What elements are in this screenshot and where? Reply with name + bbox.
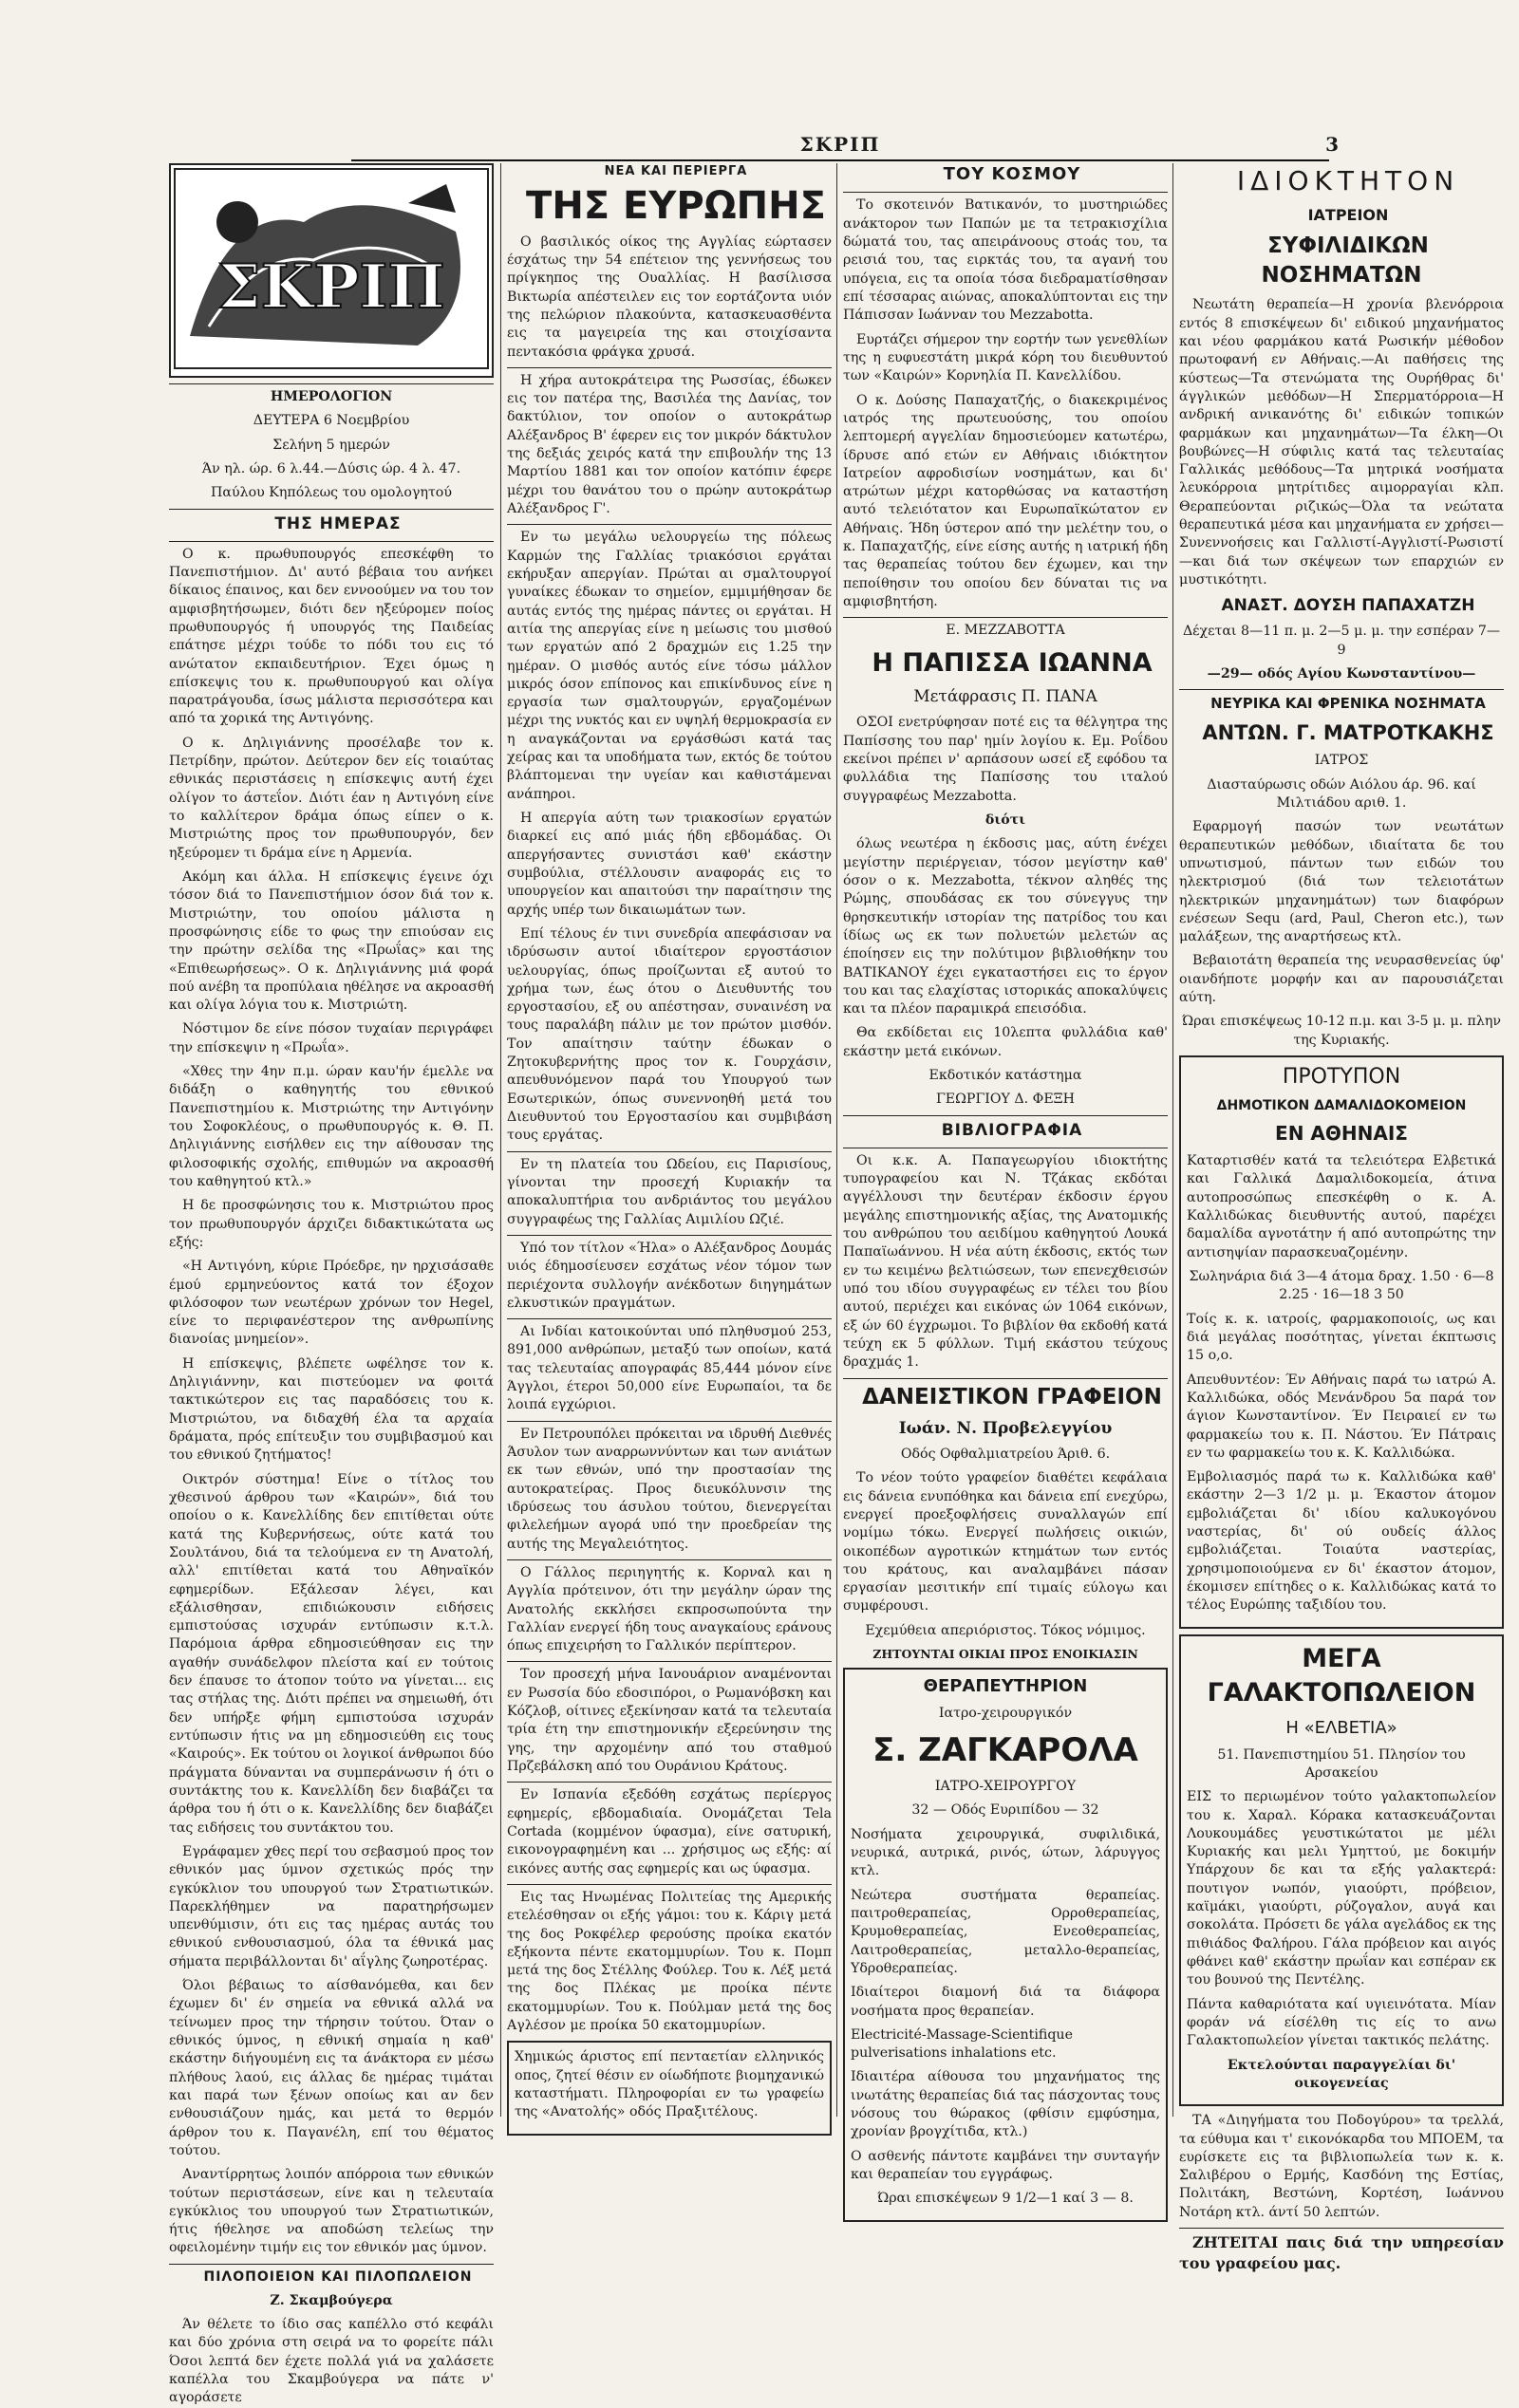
column-rule <box>1172 163 1173 2117</box>
paragraph: Πάντα καθαριότατα καί υγιεινότατα. Μίαν φοράν νά είσέλθη τις είς το ανω Γαλακτοπωλείον γίνεται τακτικός πελάτης. <box>1187 1996 1496 2049</box>
vaccine-ad <box>1179 1055 1504 1629</box>
ad-emphasis: διότι <box>985 812 1026 829</box>
paragraph: Electricité-Massage-Scientifique pulverisations inhalations etc. <box>851 2026 1073 2062</box>
paragraph: «Χθες την 4ην π.μ. ώραν καυ'ήν έμελλε να διδάξη ο καθηγητής του εθνικού Πανεπιστημίου κ. Μιστριώτης την Αντιγόνην του Σοφοκλέους, ο πρωθυπουργός κ. Θ. Π. Δηλιγιάννης εισήλθεν εις την αίθουσαν της φιλοσοφικής σχολής, επιθυμών να ακροασθή του καθηγητού κτλ.» <box>169 1064 494 1189</box>
ad-signature: Εκδοτικόν κατάστημα <box>928 1068 1082 1084</box>
divider <box>169 383 494 384</box>
paragraph: ΟΣΟΙ ενετρύφησαν ποτέ εις τα θέλγητρα της Παπίσσης του παρ' ημίν λογίου κ. Εμ. Ροΐδου εκείνοι πρέπει ν' αρπάσουν ωσεί εξ εφόδου τα φυλλάδια της Παπίσσης του ιταλού συγγραφέως Mezzabotta. <box>843 715 1168 804</box>
paragraph: Αι Ινδίαι κατοικούνται υπό πληθυσμού 253, 891,000 ανθρώπων, μεταξύ των οποίων, κατά τας τελευταίας απογραφάς 85,444 μόνον είνε Άγγλοι, έτεροι 50,000 είνε Ευρωπαίοι, τα δε λοιπά εγχώριοι. <box>507 1324 832 1413</box>
paragraph: Ο βασιλικός οίκος της Αγγλίας εώρτασεν έσχάτως την 54 επέτειον της γεννήσεως του πρίγκηπος της Ουαλλίας. Η βασίλισσα Βικτωρία απέστειλεν εις τον εορτάζοντα υιόν της πελώριον πλακούντα, κατασκευασθέντα εις τα μαγειρεία της και στοιχίσαντα πεντακόσια φράγκα χρυσά. <box>507 233 832 360</box>
classified-ad <box>507 2041 832 2135</box>
divider <box>507 367 832 368</box>
paragraph: Νοσήματα χειρουργικά, συφιλιδικά, νευρικά, αυτρικά, ρινός, ώτων, λάρυγγος κτλ. <box>851 1826 1160 1879</box>
ad-address: 51. Πανεπιστημίου 51. Πλησίον του Αρσακείου <box>1217 1746 1466 1781</box>
divider <box>507 1151 832 1152</box>
paragraph: Η απεργία αύτη των τριακοσίων εργατών διαρκεί εις από μιάς ήδη εβδομάδας. Οι απεργήσαντες συνιστάσι καθ' εκάστην συμβούλια, στέλλουσιν αναφοράς εις το υπουργείον και απαιτούσι την παραίτησιν της αρχής υπέρ των δικαιωμάτων των. <box>507 811 832 918</box>
ad-title: ΠΡΟΤΥΠΟΝ <box>1282 1065 1401 1090</box>
column-3 <box>843 163 1168 2207</box>
paragraph: Αναντίρρητως λοιπόν απόρροια των εθνικών τούτων περιστάσεων, είνε και η τελευταία εγκύκλιος του υπουργού των Στρατιωτικών, ήτις ήθελησε να αποδώση τελείως την οφειλομένην τιμήν εις τον εθνικόν μας ύμνον. <box>169 2167 494 2256</box>
paragraph: Ο κ. πρωθυπουργός επεσκέφθη το Πανεπιστήμιον. Δι' αυτό βέβαια του ανήκει δίκαιος έπαινος, και δεν εννοούμεν να του τον αμφισβητήσωμεν, διότι δεν ηξεύρομεν ποίος πρωθυπουργός ή υπουργός της Παιδείας επάτησε μέχρι τούδε το πόδι του εις τό ανώτατον εκπαιδευτήριον. Έχει όμως η επίσκεψις του κ. πρωθυπουργού και ολίγα παρατράγουδα, ίσως μάλιστα περισσότερα και από τα χορικά της Αντιγόνης. <box>169 546 494 727</box>
ad-title: ΔΑΝΕΙΣΤΙΚΟΝ ΓΡΑΦΕΙΟΝ <box>862 1384 1162 1409</box>
divider <box>1179 2228 1504 2229</box>
paragraph: Τοίς κ. κ. ιατροίς, φαρμακοποιοίς, ως και διά μεγάλας ποσότητας, γίνεται έκπτωσις 15 ο,ο. <box>1187 1311 1496 1364</box>
paragraph: Ο Γάλλος περιηγητής κ. Κορναλ και η Αγγλία πρότεινον, ότι την μεγάλην ώραν της Ανατολής εκκλήσει εκπροσωπούντα την Γαλλίαν ενεργεί ήδη τους αναγκαίους εράνους όπως επιχειρήση το Γαλλικόν περίπτερον. <box>507 1564 832 1654</box>
paragraph: Όλοι βέβαιως το αίσθανόμεθα, και δεν έχωμεν δι' έν σημεία να εθνικά αλλά να τείνωμεν προς την τήρησιν τούτου. Όταν ο εθνικός ύμνος, η εθνική σημαία η καθ' εκάστην διήγουμένη εις τα άνάκτορα εν μέσω πλήθους λαού, εις άλλας δε ημέρας τιμάται και παρά των ξένων οποίως και αν δεν ενθουσιάζουν ημάς, και μετά το θερμόν άρθρον του κ. Παγανέλη, επί του θέματος τούτου. <box>169 1978 494 2158</box>
paragraph: Το σκοτεινόν Βατικανόν, το μυστηριώδες ανάκτορον των Παπών με τα τετρακισχίλια δώματά του, τας απειράνοους στοάς του, τα ρεισιά του, τας ειρκτάς του, τα αγανή του υπόγεια, εις τα οποία τόσα διεδραματίσθησαν επί τέσσαρας αιώνας, αποκαλύπτονται εις την Πάπισσαν Ιωάνναν του Mezzabotta. <box>843 197 1168 324</box>
paragraph: Οι κ.κ. Α. Παπαγεωργίου ιδιοκτήτης τυπογραφείου και Ν. Τζάκας εκδόται αγγέλλουσι την δευτέραν έκδοσιν έργου μεγάλης επιστημονικής αξίας, της Ανατομικής του ανθρώπου του αειδίμου καθηγητού Λουκά Παπαϊωάννου. Η νέα αύτη έκδοσις, εκτός των εν τω κειμένω βελτιώσεων, των επενεχθεισών υπό του ιδίου συγγραφέως εν τέλει του βίου αυτού, περιέχει και εικόνας ών 1064 εικόνων, εξ ών 60 έγχρωμοι. Το βιβλίον θα εκδοθή κατά τεύχη εκ 5 φύλλων. Τιμή εκάστου τεύχους δραχμάς 1. <box>843 1152 1168 1371</box>
ad-signature: ΓΕΩΡΓΙΟΥ Δ. ΦΕΞΗ <box>935 1092 1076 1108</box>
paragraph: Νεώτερα συστήματα θεραπείας. παιτροθεραπείας, Ορροθεραπείας, Κρυμοθεραπείας, Ενεοθεραπείας, Λαιτροθεραπείας, μεταλλο-θεραπείας, Υδροθεραπείας. <box>851 1887 1160 1976</box>
divider <box>507 1559 832 1560</box>
paragraph: Εν Ισπανία εξεδόθη εσχάτως περίεργος εφημερίς, εβδομαδιαία. Ονομάζεται Tela Cortada (κομμένον ύφασμα), είνε σατυρική, εικονογραφημένη και ... χρήσιμος ως εξής: αί εικόνες αυτής σας εφημερίς και ως ύφασμα. <box>507 1787 832 1876</box>
ad-publisher: Ε. ΜΕΖΖΑΒΟΤΤΑ <box>946 623 1065 639</box>
column-4 <box>1179 163 1504 2272</box>
paragraph: Επί τέλους έν τινι συνεδρία απεφάσισαν να ιδρύσωσιν αυτοί ιδιαίτερον εργοστάσιον υελουργίας, όπως προίζωνται εξ αυτού το χρήμα των, έως ότου ο Διευθυντής του εργοστασίου, εξ ου απέστησαν, συναινέση να τους παραλάβη πάλιν με τον πρώτον μισθόν. Τον απαίτησιν ταύτην έδωκαν ο Ζητοκυβερνήτης προς τον κ. Γουρχάσιν, απευθυνόμενον παρά του Υπουργού των Εσωτερικών, όπως συνεννοηθή μετά του Διευθυντού του Εργοστασίου και συμβιβάση τους εργάτας. <box>507 925 832 1144</box>
ad-footer: Εκτελούνται παραγγελίαι δι' οικογενείας <box>1227 2057 1456 2091</box>
ad-hours: Ώραι επισκέψεων 9 1/2—1 καί 3 — 8. <box>877 2191 1134 2207</box>
paragraph: όλως νεωτέρα η έκδοσις μας, αύτη ένέχει μεγίστην περιέργειαν, τόσον μεγίστην καθ' όσον ο κ. Mezzabotta, τέκνον αληθές της Ρώμης, σπουδάσας εκ του σύνεγγυς την θρησκευτικήν ιστορίαν της πατρίδος του και ίδίως ως εκ των πολυετών μελετών ας έποίησεν εις την πολύτιμον βιβλιοθήκην του ΒΑΤΙΚΑΝΟΥ έχει εγκαταστήσει εις το έργον του και τας ελαχίστας ιστορικάς αποκαλύψεις και τα πλέον παραμικρά επεισόδια. <box>843 836 1168 1017</box>
wanted-ad: ΖΗΤΕΙΤΑΙ παις διά την υπηρεσίαν του γραφείου μας. <box>1179 2233 1504 2272</box>
divider <box>507 524 832 525</box>
paragraph: Εν τη πλατεία του Ωδείου, εις Παρισίους, γίνονται την προσεχή Κυριακήν τα αποκαλυπτήρια του ανδριάντος του μεγάλου συγγραφέως της Γαλλίας Αιμιλίου Ωζιέ. <box>507 1156 832 1227</box>
section-title: ΤΗΣ ΗΜΕΡΑΣ <box>274 513 402 533</box>
ad-role: ΙΑΤΡΟΣ <box>1314 753 1369 769</box>
ad-text: Χημικώς άριστος επί πενταετίαν ελληνικός οπος, ζητεί θέσιν εν οίωδήποτε βιομηχανικώ καταστήματι. Πληροφορίαι εν τω γραφείω της «Ανατολής» οδός Πραξιτέλους. <box>515 2049 824 2120</box>
divider <box>1179 689 1504 690</box>
ad-title: ΝΕΥΡΙΚΑ ΚΑΙ ΦΡΕΝΙΚΑ ΝΟΣΗΜΑΤΑ <box>1210 695 1486 713</box>
masthead-illustration <box>171 165 492 372</box>
ad-name: Η «ΕΛΒΕΤΙΑ» <box>1285 1718 1397 1739</box>
page-number: 3 <box>1325 133 1339 156</box>
ad-name: ΑΝΤΩΝ. Γ. ΜΑΤΡΟΤΚΑΚΗΣ <box>1202 720 1494 744</box>
paragraph: Η επίσκεψις, βλέπετε ωφέλησε τον κ. Δηλιγιάννην, και πιστεύομεν να φοιτά τακτικώτερον εις τας παραδόσεις του κ. Μιστριώτου, να διδαχθή έλα τα αρχαία δράματα, πρός επίτευξιν του συμβιβασμού και του εθνικού ζητήματος! <box>169 1355 494 1464</box>
divider <box>169 509 494 510</box>
divider <box>169 2264 494 2265</box>
ad-name: Ζ. Σκαμβούγερα <box>270 2292 393 2308</box>
masthead-name: ΣΚΡΙΠ <box>799 133 881 156</box>
ad-address: 32 — Οδός Ευριπίδου — 32 <box>911 1802 1099 1819</box>
ad-title: ΔΗΜΟΤΙΚΟΝ ΔΑΜΑΛΙΔΟΚΟΜΕΙΟΝ <box>1216 1097 1467 1113</box>
ad-title: ΠΙΛΟΠΟΙΕΙΟΝ ΚΑΙ ΠΙΛΟΠΩΛΕΙΟΝ <box>203 2268 473 2285</box>
paragraph: Η δε προσφώνησις του κ. Μιστριώτου προς τον πρωθυπουργόν άρχιζει διδακτικώτατα ως εξής: <box>169 1198 494 1250</box>
section-kicker: ΝΕΑ ΚΑΙ ΠΕΡΙΕΡΓΑ <box>604 164 748 178</box>
ad-address: —29— οδός Αγίου Κωνσταντίνου— <box>1207 666 1476 682</box>
paragraph: Οικτρόν σύστημα! Είνε ο τίτλος του χθεσινού άρθρου των «Καιρών», διά του οποίου ο κ. Κανελλίδης δεν επιτίθεται ούτε κατά της Κυβερνήσεως, ούτε κατά του Σουλτάνου, διά τα τελούμενα εν τη Ανατολή, αλλ' επιτίθεται κατά του Αθηναϊκόν εφημερίδων. Εξάλεσαν λέγει, και εξάλισθησαν, επιδιώκουσιν ειδήσεις εμπιστούσας ισχυράν εντύπωσιν κ.τ.λ. Παρόμοια άρθρα εδημοσιεύθησαν εις την αγαθήν συνάδελφον πλείστα καί εν τούτοις δεν έπαυσε το άτοπον τούτο να γίνεται... εις τας στήλας της. Διότι πρέπει να σημειωθή, ότι δεν υπήρξε φήμη εμπιστούσα ισχυράν εντύπωσιν ήτις να μη εδημοσιεύθη εις τους «Καιρούς». Εκ τούτου οι λογικοί άνθρωποι δύο πράγματα δύνανται να συμπεράνωσιν ή ότι ο συντάκτης του κ. Κανελλίδη δεν διαβάζει τα άρθρα του ή ότι ο κ. Κανελλίδης δεν διαβάζει τας ειδήσεις του συντάκτου του. <box>169 1471 494 1836</box>
paragraph: Νεωτάτη θεραπεία—Η χρονία βλενόρροια εντός 8 επισκέψεων δι' ειδικού μηχανήματος και νέου φαρμάκου κατά Ρωσικήν μέθοδον πρωτοφανή εν Αθήναις.—Αι παθήσεις της κύστεως—Τα στενώματα της Ουρήθρας δι' άγγλικών μεθόδων—Η Σπερματόρροια—Η ανδρική ανικανότης δι' ειδικών τοπικών φαρμάκων και μηχανημάτων—Τα έλκη—Οι βουβώνες—Η σύφιλις κατά τας τελευταίας Γαλλικάς μεθόδους—Τα μητρικά νοσήματα λευκόρροια μητρίτιδες αιμορραγίαι κλπ. Θεραπεύονται ριζικώς—Όλα τα νεώτατα θεραπευτικά μέσα και μηχανήματα εν χρήσει—Συνεννοήσεις και Γαλλιστί-Αγγλιστί-Ρωσιστί—και διά των σκέψεων των επαρχιών εν μυστικότητι. <box>1179 297 1504 588</box>
divider <box>507 1884 832 1885</box>
paragraph: Τον προσεχή μήνα Ιανουάριον αναμένονται εν Ρωσσία δύο εδοσιπόροι, ο Ρωμανόβσκη και Κόζλοβ, οίτινες εξεκίνησαν κατά τα τελευταία τρία έτη την επιστημονικήν εξερεύνησιν της γης, την αρχομένην από του σταθμού Πρζεβάλσκη από του Ουράνιου Κράτους. <box>507 1667 832 1775</box>
divider <box>843 617 1168 618</box>
almanac-date: ΔΕΥΤΕΡΑ 6 Νοεμβρίου <box>253 413 410 429</box>
ad-subtitle: ΙΑΤΡΕΙΟΝ <box>1307 206 1389 225</box>
ad-title: Η ΠΑΠΙΣΣΑ ΙΩΑΝΝΑ <box>872 647 1153 678</box>
section-title: ΤΗΣ ΕΥΡΩΠΗΣ <box>526 183 826 228</box>
paragraph: Το νέον τούτο γραφείον διαθέτει κεφάλαια εις δάνεια ενυπόθηκα και δάνεια επί ενεχύρω, ενεργεί προεξοφλήσεις συναλλαγών επί νομίμω τόκω. Ενεργεί πωλήσεις οικιών, οικοπέδων αγροτικών κτημάτων των εντός του κράτους, και αναλαμβάνει πάσαν εργασίαν μεσιτικήν επί τιμαίς εύλογω και συμφέρουσι. <box>843 1470 1168 1615</box>
paragraph: Ο ασθενής πάντοτε καμβάνει την συνταγήν και θεραπείαν του εγγράφως. <box>851 2148 1160 2183</box>
ad-doctor: ΑΝΑΣΤ. ΔΟΥΣΗ ΠΑΠΑΧΑΤΖΗ <box>1221 596 1475 616</box>
paragraph: Καταρτισθέν κατά τα τελειότερα Ελβετικά και Γαλλικά Δαμαλιδοκομεία, άτινα αυτοπροσώπως επεσκέφθη ο κ. Α. Καλλιδώκας διευθυντής αυτού, παρέχει δαμαλίδα αγνοτάτην ή από αυτοπρώτης την αντισηψίαν παρασκευαζομένην. <box>1187 1153 1496 1260</box>
ad-name: Σ. ΖΑΓΚΑΡΟΛΑ <box>872 1730 1138 1769</box>
paragraph: Εγράφαμεν χθες περί του σεβασμού προς τον εθνικόν μας ύμνον σχετικώς πρός την εγκύκλιον του υπουργού των Στρατιωτικών. Παρεκλήθημεν να παρατηρήσωμεν υπενθύμισιν, ότι εις τας ημέρας αυτάς του εθνικού ενθουσιασμού, όλα τα έθνικά μας σήματα περιβάλλονται δι' αΐγλης ζωηροτέρας. <box>169 1843 494 1969</box>
ad-title: ΜΕΓΑ ΓΑΛΑΚΤΟΠΩΛΕΙΟΝ <box>1207 1643 1476 1708</box>
column-2 <box>507 163 832 2120</box>
ad-subtitle: Ιατρο-χειρουργικόν <box>938 1705 1073 1721</box>
page-header <box>351 131 1339 161</box>
ad-title: ΕΝ ΑΘΗΝΑΙΣ <box>1275 1121 1408 1145</box>
paragraph: «Η Αντιγόνη, κύριε Πρόεδρε, ην ηρχισάσαθε έμού ερμηνεύοντος κατά τον έξοχον φιλόσοφον των νεωτέρων χρόνων τον Hegel, είνε το περιφανέστερον της ανθρωπίνης διανοίας μνημείον». <box>169 1259 494 1348</box>
paragraph: Ακόμη και άλλα. Η επίσκεψις έγεινε όχι τόσον διά το Πανεπιστήμιον όσον διά τον κ. Μιστριώτην, του οποίου μάλιστα η προσφώνησις είδε το φως την επιούσαν εις την πρώτην σελίδα της «Πρωΐας» και της «Επιθεωρήσεως». Ο κ. Δηλιγιάννης μιά φορά πού ανέβη τα προπύλαια ηθέλησε να ακροασθή και ολίγα λόγια του κ. Μιστριώτη. <box>169 868 494 1014</box>
divider <box>507 1235 832 1236</box>
paragraph: Εμβολιασμός παρά τω κ. Καλλιδώκα καθ' εκάστην 2—3 1/2 μ. μ. Έκαστον άτομον εμβολιάζεται δι' ιδίου καλυκογόνου ναστερίας, δι' ού ουδείς άλλος εμβολιάζεται. Τοιαύτα ναστερίας, χρησιμοποιούμενα εν δι' έκαστον άτομον, έκομισεν επίτηδες ο κ. Καλλιδώκας κατά το τέλος Ευρώπης ταξιδίου του. <box>1187 1469 1496 1614</box>
section-kicker: ΤΟΥ ΚΟΣΜΟΥ <box>943 164 1081 184</box>
almanac-title: ΗΜΕΡΟΛΟΓΙΟΝ <box>270 389 393 404</box>
divider <box>507 1421 832 1422</box>
paragraph: Υπό τον τίτλον «Ήλα» ο Αλέξανδρος Δουμάς υιός έδημοσίευσεν εσχάτως νέον τόμον των περιέχοντα συλλογήν ανέκδοτων διηγημάτων ελκυστικών πραγμάτων. <box>507 1240 832 1311</box>
paragraph: Εφαρμογή πασών των νεωτάτων θεραπευτικών μεθόδων, ιδιαίτατα δε του υπνωτισμού, πάντων των ειδών του ηλεκτρισμού (διά των τελειοτάτων ηλεκτρικών μηχανημάτων) των διαφόρων ενέσεων Sequ (ard, Paul, Cheron etc.), των μαλάξεων, της αναρτήσεως κτλ. <box>1179 819 1504 945</box>
section-title: ΒΙΒΛΙΟΓΡΑΦΙΑ <box>941 1120 1083 1140</box>
paragraph: Ιδιαιτέρα αίθουσα του μηχανήματος της ινωτάτης θεραπείας διά τας πάσχοντας τους νόσους του θώρακος (φθίσιν εμφύσημα, χρονίαν βρογχίτιδα, κτλ.) <box>851 2069 1160 2140</box>
paragraph: Ο κ. Δούσης Παπαχατζής, ο διακεκριμένος ιατρός της πρωτευούσης, του οποίου λεπτομερή αγγελίαν δημοσιεύομεν κατωτέρω, ίδρυσε από ετών εν Αθήναις ιδιόκτητον Ιατρείον αφροδισίων νοσημάτων, και δι' ατρώτων μέχρι κατορθώσας να καταστήση αυτό τελειότατον και Ευρωπαϊκώτατον εν Αθήναις. Ήδη ύστερον από την μελέτην του, ο κ. Παπαχατζής, είνε είσης αυτής η ιατρική ήδη τας θεραπείας τούτου δεν έχωμεν, και την πεποίθησιν του οποίου δεν δύναται τις να αμφισβητήση. <box>843 392 1168 610</box>
ad-address: Οδός Οφθαλμιατρείου Άριθ. 6. <box>900 1446 1111 1462</box>
paragraph: Εν τω μεγάλω υελουργείω της πόλεως Καρμών της Γαλλίας τριακόσιοι εργάται εκήρυξαν απεργίαν. Πρώται αι σμαλτουργοί γυναίκες έδωκαν το σημείον, εμμιμήθησαν δε αυτάς εντός της ημέρας πάντες οι εργάται. Η αιτία της απεργίας είνε η μείωσις του μισθού των εργατών από 2 δραχμών εις 1.25 την ημέραν. Ο μισθός αυτός είνε τόσω μάλλον μικρός όσον επίπονος και επικίνδυνος είνε η εργασία των σμαλτουργών, εργαζομένων μέχρι της νυκτός και εν υψηλή θερμοκρασία εν η αναγκάζονται να εργάσθώσι κατά τας χείρας και τα υποδήματα των, εκτός δε τούτου βλάπτομεναι την υγείαν και καθιστάμεναι ανάπηροι. <box>507 530 832 802</box>
ad-hours: Ώραι επισκέψεως 10-12 π.μ. και 3-5 μ. μ. πλην της Κυριακής. <box>1181 1014 1501 1048</box>
ad-translator: Μετάφρασις Π. ΠΑΝΑ <box>913 687 1097 707</box>
paragraph: Ο κ. Δηλιγιάννης προσέλαβε τον κ. Πετρίδην, πρώτον. Δεύτερον δεν είς τοιαύτας εθνικάς περιστάσεις η επίσκεψις αυτή έχει ολίγον το άστεΐον. Διότι έαν η Αντιγόνη είνε το καλλίτερον δράμα όπως είπεν ο κ. Μιστριώτης προς τον πρωθυπουργόν, δεν ηξεύρομεν τι δράμα είνε η Αρμενία. <box>169 735 494 861</box>
paragraph: Νόστιμον δε είνε πόσον τυχαίαν περιγράφει την επίσκεψιν η «Πρωΐα». <box>169 1021 494 1055</box>
ad-address: Διασταύρωσις οδών Αιόλου άρ. 96. καί Μιλτιάδου αριθ. 1. <box>1207 776 1476 811</box>
masthead-logo <box>169 163 494 378</box>
ad-name: Ιωάν. Ν. Προβελεγγίου <box>898 1418 1113 1438</box>
paragraph: Εις τας Ηνωμένας Πολιτείας της Αμερικής ετελέσθησαν οι εξής γάμοι: του κ. Κάριγ μετά της δος Ροκφέλερ φερούσης προίκα εκατόν εξήκοντα πέντε εκατομμυρίων. Του κ. Πομπ μετά της δος Στέλλης Φούλερ. Του κ. Λέξ μετά της δος Πλέκας με προίκα πέντε εκατομμυρίων. Του κ. Πούλμαν μετά της δος Αγλέσον με προίκα 50 εκατομμυρίων. <box>507 1889 832 2034</box>
dairy-ad <box>1179 1634 1504 2107</box>
ad-note: ΖΗΤΟΥΝΤΑΙ ΟΙΚΙΑΙ ΠΡΟΣ ΕΝΟΙΚΙΑΣΙΝ <box>872 1647 1138 1662</box>
almanac-saint: Παύλου Κηπόλεως του ομολογητού <box>211 485 452 501</box>
logo-text: ΣΚΡΙΠ <box>217 252 445 323</box>
paragraph: Απευθυντέον: Έν Αθήναις παρά τω ιατρώ Α. Καλλιδώκα, οδός Μενάνδρου 5α παρά τον άγιον Κωνσταντίνον. Έν Πειραιεί εν τω φαρμακείω του κ. Π. Νάστου. Έν Πάτραις εν τω φαρμακείω του κ. Κ. Καλλιδώκα. <box>1187 1372 1496 1461</box>
ad-name: ΣΥΦΙΛΙΔΙΚΩΝ ΝΟΣΗΜΑΤΩΝ <box>1261 233 1429 289</box>
divider <box>507 1318 832 1319</box>
ad-prices: Σωληνάρια διά 3—4 άτομα δραχ. 1.50 · 6—8 2.25 · 16—18 3 50 <box>1189 1269 1494 1303</box>
divider <box>843 1378 1168 1379</box>
ad-role: ΙΑΤΡΟ-ΧΕΙΡΟΥΡΓΟΥ <box>934 1779 1077 1795</box>
ad-text: Άν θέλετε το ίδιο σας καπέλλο στό κεφάλι και δύο χρόνια στη σειρά να το φορείτε πάλι Όσοι λεπτά δεν έχετε πολλά γιά να χαλάσετε καπέλλα του Σκαμβούγερα να πάτε ν' αγοράσετε <box>169 2317 494 2406</box>
almanac-sun: Άν ηλ. ώρ. 6 λ.44.—Δύσις ώρ. 4 λ. 47. <box>201 460 461 476</box>
paragraph: Εν Πετρουπόλει πρόκειται να ιδρυθή Διεθνές Άσυλον των αναρρωννύντων και των ανιάτων εκ των εθνών, υπό την προστασίαν της αυτοκρατείρας. Προς διευκόλυνσιν της ιδρύσεως του άσυλου τούτου, διενεργείται φιλελεήμων αγορά υπό την προεδρείαν της αυτής της Μεγαλειότητος. <box>507 1426 832 1552</box>
paragraph: ΤΑ «Διηγήματα του Ποδογύρου» τα τρελλά, τα εύθυμα και τ' εικονόκαρδα του ΜΠΟΕΜ, τα ευρίσκετε εις τα βιβλιοπωλεία των κ. κ. Σαλιβέρου ο Ερμής, Κασδόνη της Εστίας, Πολιτάκη, Βεστώνη, Κορτέση, Ιωάννου Νοτάρη κτλ. άντί 50 λεπτών. <box>1179 2113 1504 2220</box>
paragraph: ΕΙΣ το περιωμένον τούτο γαλακτοπωλείον του κ. Χαραλ. Κόρακα κατασκευάζονται Λουκουμάδες γευστικώτατοι με μέλι Κυριακής και μελι Υμηττού, με δοκιμήν Υπάρχουν δε και τα εξής γαλακτερά: πουτιγον νωπόν, γιαούρτι, πρόβειον, καϊμάκι, γιαούρτι, ρύζογαλον, αυγά και σοκολάτα. Πρόσετι δε γάλα αγελάδος εκ της πιθιάδος Φαλήρου. Γάλα πρόβειον και αιγός φθάνει καθ' εκάστην πρωΐαν και εσπέραν εκ του βουνού της Πεντέλης. <box>1187 1789 1496 1988</box>
ad-title: ΙΔΙΟΚΤΗΤΟΝ <box>1236 165 1460 196</box>
divider <box>169 541 494 542</box>
clinic-ad <box>843 1668 1168 2222</box>
ad-note: Εχεμύθεια απεριόριστος. Τόκος νόμιμος. <box>865 1622 1146 1638</box>
column-rule <box>500 163 501 2117</box>
column-rule <box>836 163 837 2117</box>
divider <box>843 192 1168 193</box>
paragraph: Ευρτάζει σήμερον την εορτήν των γενεθλίων της η ευφυεστάτη μικρά κόρη του διευθυντού των «Καιρών» Κορνηλία Π. Κανελλίδου. <box>843 331 1168 384</box>
divider <box>507 1661 832 1662</box>
ad-hours: Δέχεται 8—11 π. μ. 2—5 μ. μ. την εσπέραν 7—9 <box>1182 624 1501 658</box>
paragraph: Θα εκδίδεται εις 10λεπτα φυλλάδια καθ' εκάστην μετά εικόνων. <box>843 1025 1168 1059</box>
ad-title: ΘΕΡΑΠΕΥΤΗΡΙΟΝ <box>923 1676 1088 1697</box>
almanac-moon: Σελήνη 5 ημερών <box>272 437 390 453</box>
paragraph: Ιδιαίτεροι διαμονή διά τα διάφορα νοσήματα προς θεραπείαν. <box>851 1985 1160 2019</box>
divider <box>507 1782 832 1783</box>
divider <box>843 1115 1168 1116</box>
paragraph: Βεβαιοτάτη θεραπεία της νευρασθενείας ύφ' οιανδήποτε μορφήν και αν παρουσιάζεται αύτη. <box>1179 953 1504 1006</box>
paragraph: Η χήρα αυτοκράτειρα της Ρωσσίας, έδωκεν εις τον πατέρα της, Βασιλέα της Δανίας, τον δακτύλιον, τον οποίον ο αυτοκράτωρ Αλέξανδρος Β' έφερεν εις τον μικρόν δάκτυλον της δεξιάς χειρός κατά την επιβουλήν της 13 Μαρτίου 1881 και τον οποίον κατόπιν έφερε μέχρι του θανάτου του ο πρώην αυτοκράτωρ Αλέξανδρος Γ'. <box>507 372 832 517</box>
column-1 <box>169 163 494 2406</box>
